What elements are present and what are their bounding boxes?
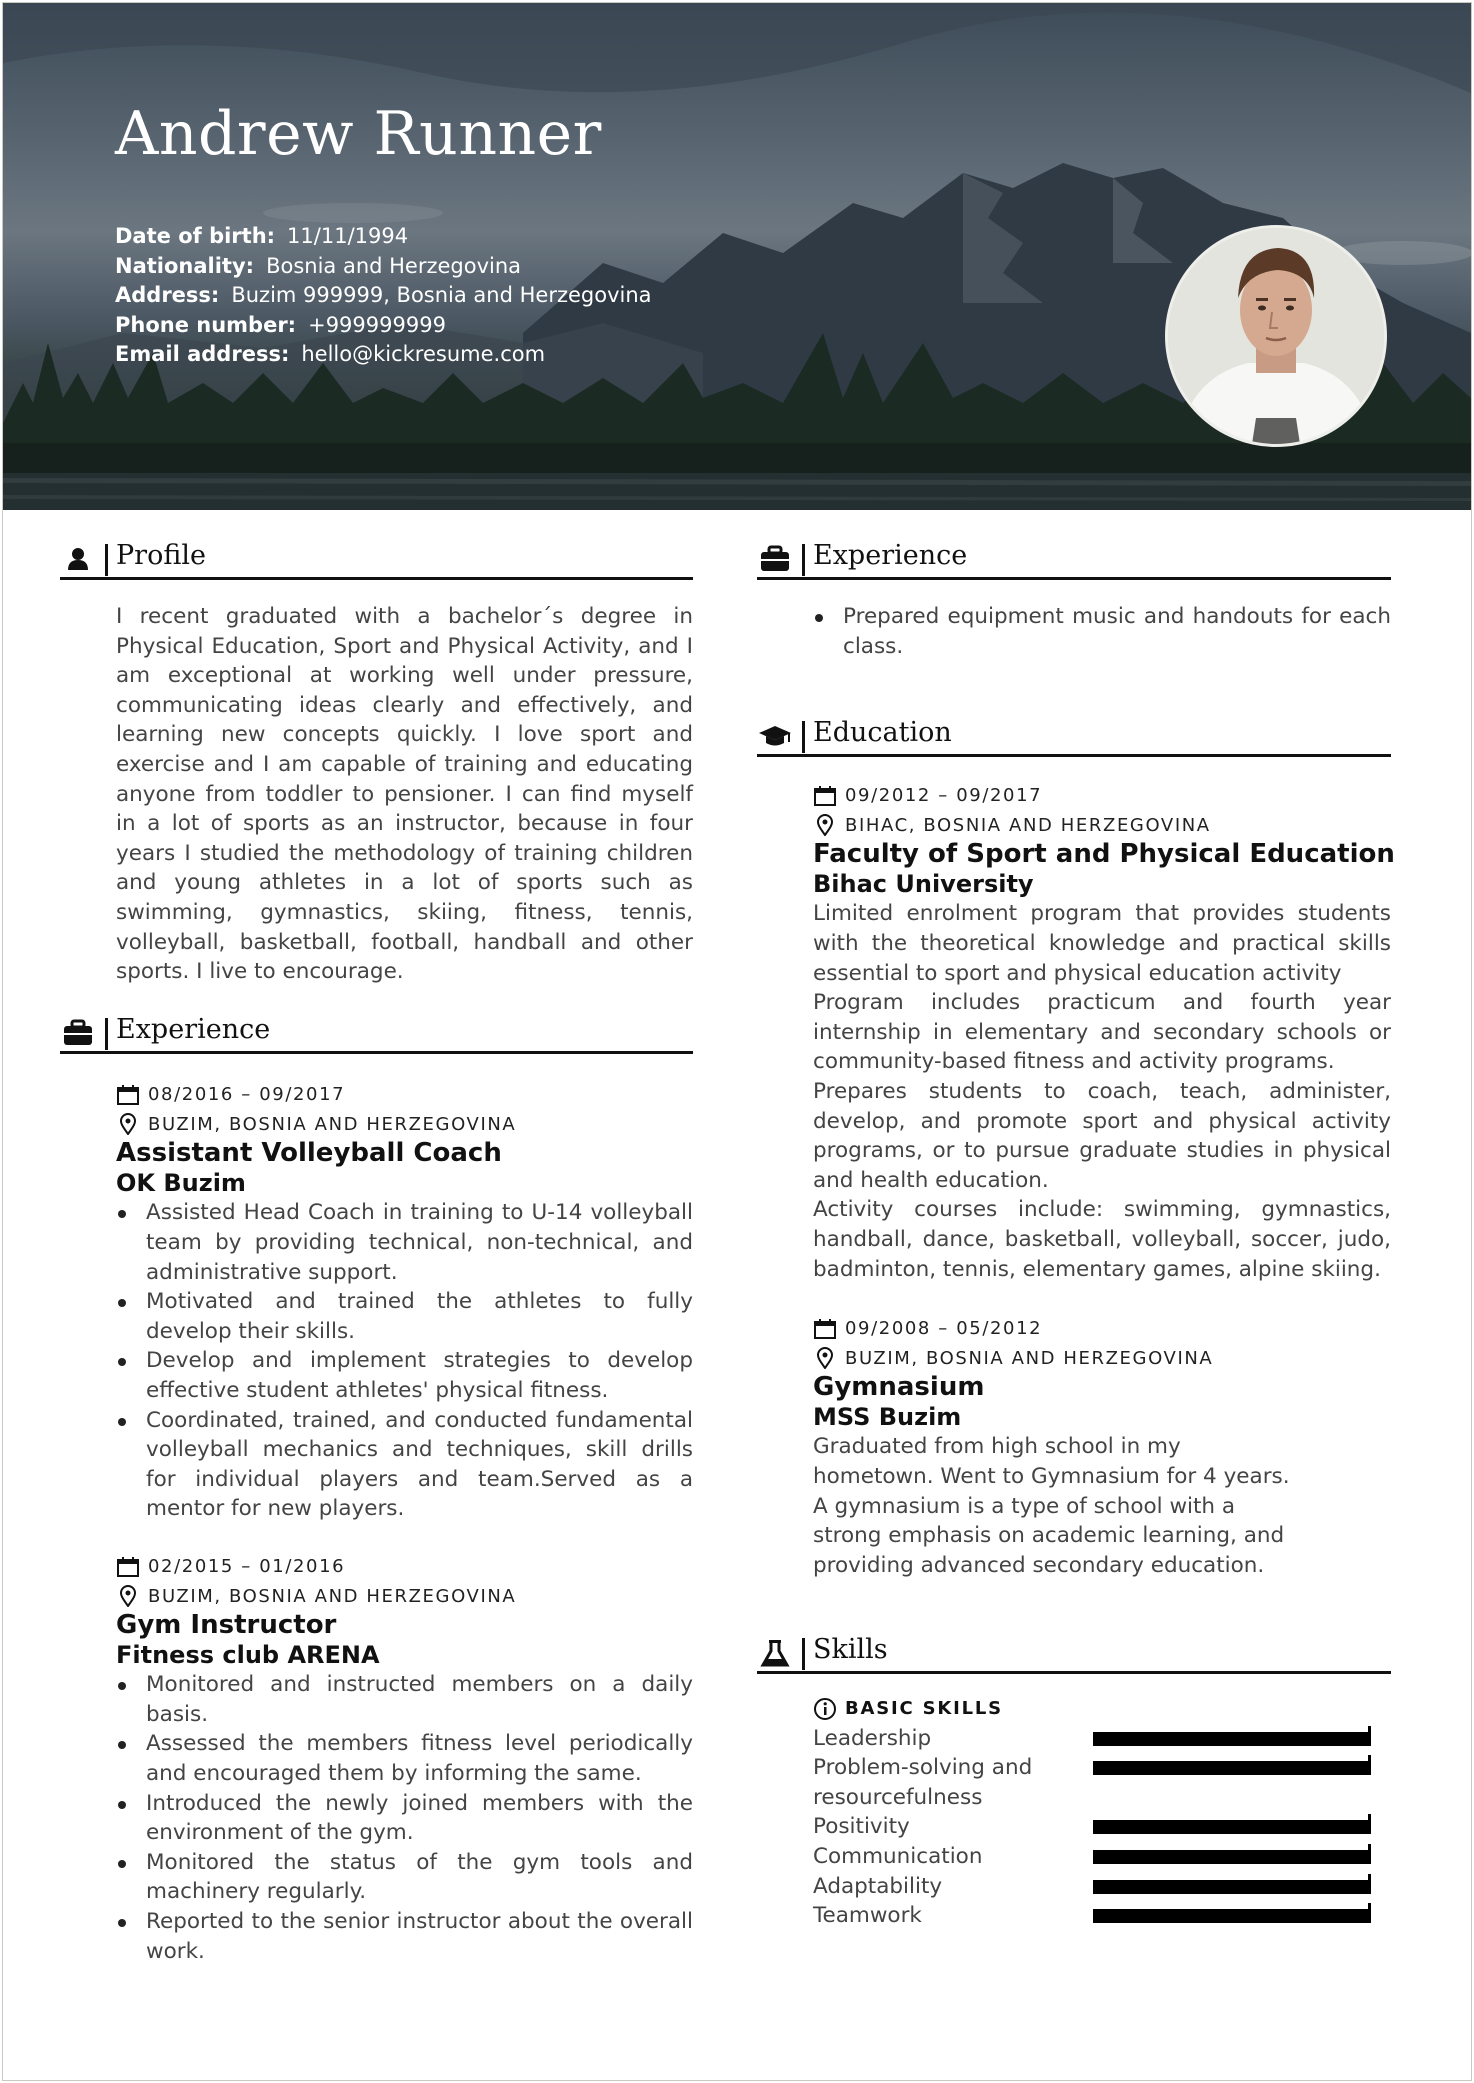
skill-level-bar xyxy=(1093,1909,1371,1923)
detail-label: Email address: xyxy=(115,342,290,367)
job-location xyxy=(116,1110,693,1140)
job-company: OK Buzim xyxy=(116,1168,246,1197)
education-entry xyxy=(813,1314,1391,1580)
section-title: Profile xyxy=(116,540,206,571)
job-company: Fitness club ARENA xyxy=(116,1640,380,1669)
person-icon xyxy=(60,544,96,574)
location-text: BIHAC, BOSNIA AND HERZEGOVINA xyxy=(845,814,1211,836)
job-bullets xyxy=(116,1670,693,1966)
skills-section xyxy=(757,1632,1391,1931)
degree-title: Gymnasium xyxy=(813,1372,985,1403)
list-item: Motivated and trained the athletes to fully develop their skills. xyxy=(116,1287,693,1346)
section-heading xyxy=(60,1012,693,1054)
skill-level-bar xyxy=(1093,1761,1371,1775)
detail-value: Bosnia and Herzegovina xyxy=(266,253,522,278)
skill-name: Adaptability xyxy=(813,1873,943,1899)
detail-label: Address: xyxy=(115,283,220,308)
list-item: Develop and implement strategies to develop effective student athletes' physical fitness. xyxy=(116,1346,693,1405)
section-title: Experience xyxy=(116,1014,271,1045)
left-column xyxy=(60,538,693,1964)
profile-text: I recent graduated with a bachelor´s degree in Physical Education, Sport and Physical Activity, and I am exceptional at working well under pressure, communicating ideas clearly and effectively, and learning new concepts quickly. I love sport and exercise and I am capable of training and educating anyone from toddler to pensioner. I can find myself in a lot of sports as an instructor, because in four years I studied the methodology of training children and young athletes in a lot of sports such as swimming, gymnastics, skiing, fitness, tennis, volleyball, basketball, football, handball and other sports. I live to encourage. xyxy=(116,604,693,985)
section-heading xyxy=(757,715,1391,757)
list-item: Monitored the status of the gym tools and machinery regularly. xyxy=(116,1848,693,1907)
job-entry xyxy=(116,1080,693,1524)
section-title: Skills xyxy=(813,1634,888,1665)
education-dates xyxy=(813,1314,1391,1344)
calendar-icon xyxy=(813,1318,837,1340)
dates-text: 02/2015 – 01/2016 xyxy=(148,1555,346,1577)
education-dates xyxy=(813,781,1391,811)
skill-level-bar xyxy=(1093,1820,1371,1834)
personal-details xyxy=(115,222,652,370)
section-title: Experience xyxy=(813,540,968,571)
location-pin-icon xyxy=(116,1585,140,1607)
list-item: Assisted Head Coach in training to U-14 volleyball team by providing technical, non-technical, and administrative support. xyxy=(116,1198,693,1287)
flask-icon xyxy=(757,1638,793,1668)
education-paragraph: Prepares students to coach, teach, administer, develop, and promote sport and physical activity programs, or to pursue graduate studies in physical and health education. xyxy=(813,1078,1391,1193)
skill-level-bar xyxy=(1093,1850,1371,1864)
location-pin-icon xyxy=(813,814,837,836)
briefcase-icon xyxy=(757,544,793,574)
education-location xyxy=(813,811,1391,841)
location-pin-icon xyxy=(116,1113,140,1135)
graduation-cap-icon xyxy=(757,721,793,751)
school-name: Bihac University xyxy=(813,869,1034,898)
dates-text: 08/2016 – 09/2017 xyxy=(148,1084,346,1105)
education-paragraph: A gymnasium is a type of school with a strong emphasis on academic learning, and providing advanced secondary education. xyxy=(813,1493,1285,1578)
detail-row xyxy=(115,222,652,252)
job-title: Gym Instructor xyxy=(116,1610,337,1641)
detail-label: Phone number: xyxy=(115,312,297,337)
skill-row xyxy=(813,1842,1391,1872)
skills-list xyxy=(813,1694,1391,1931)
education-paragraph: Graduated from high school in my hometown. Went to Gymnasium for 4 years. xyxy=(813,1434,1290,1490)
skill-name: Problem-solving and resourcefulness xyxy=(813,1755,1033,1810)
profile-section xyxy=(60,538,693,987)
job-location xyxy=(116,1582,693,1612)
experience-section xyxy=(60,1012,693,1966)
detail-row xyxy=(115,281,652,311)
detail-value: hello@kickresume.com xyxy=(301,342,546,367)
detail-label: Nationality: xyxy=(115,253,255,278)
calendar-icon xyxy=(116,1556,140,1578)
job-entry xyxy=(116,1552,693,1966)
right-column xyxy=(757,538,1395,1929)
section-heading xyxy=(60,538,693,580)
education-paragraph: Activity courses include: swimming, gymnastics, handball, dance, basketball, volleyball, soccer, judo, badminton, tennis, elementary games, alpine skiing. xyxy=(813,1197,1391,1282)
skill-row xyxy=(813,1724,1391,1754)
list-item: Reported to the senior instructor about the overall work. xyxy=(116,1907,693,1966)
calendar-icon xyxy=(813,785,837,807)
briefcase-icon xyxy=(60,1018,96,1048)
skill-row xyxy=(813,1753,1391,1812)
list-item: Introduced the newly joined members with the environment of the gym. xyxy=(116,1789,693,1848)
skill-name: Leadership xyxy=(813,1725,932,1751)
detail-value: Buzim 999999, Bosnia and Herzegovina xyxy=(231,283,652,308)
job-dates xyxy=(116,1080,693,1110)
skill-level-bar xyxy=(1093,1880,1371,1894)
section-title: Education xyxy=(813,717,952,748)
skills-subheading-text: BASIC SKILLS xyxy=(845,1698,1003,1719)
list-item: Prepared equipment music and handouts for each class. xyxy=(813,602,1391,661)
education-paragraph: Limited enrolment program that provides students with the theoretical knowledge and practical skills essential to sport and physical education activity xyxy=(813,901,1391,986)
candidate-name: Andrew Runner xyxy=(115,99,602,169)
location-pin-icon xyxy=(813,1347,837,1369)
header-banner xyxy=(3,3,1471,510)
education-location xyxy=(813,1344,1391,1374)
skill-name: Teamwork xyxy=(813,1903,922,1929)
skill-level-bar xyxy=(1093,1732,1371,1746)
location-text: BUZIM, BOSNIA AND HERZEGOVINA xyxy=(845,1347,1214,1369)
list-item: Coordinated, trained, and conducted fundamental volleyball mechanics and techniques, skill drills for individual players and team.Served as a mentor for new players. xyxy=(116,1406,693,1524)
detail-row xyxy=(115,340,652,370)
skill-name: Communication xyxy=(813,1843,983,1869)
degree-title: Faculty of Sport and Physical Education xyxy=(813,839,1395,870)
job-bullets xyxy=(813,602,1391,661)
location-text: BUZIM, BOSNIA AND HERZEGOVINA xyxy=(148,1585,517,1607)
detail-label: Date of birth: xyxy=(115,224,276,248)
school-name: MSS Buzim xyxy=(813,1402,962,1431)
resume-page xyxy=(2,2,1472,2081)
info-icon xyxy=(813,1697,837,1721)
list-item: Monitored and instructed members on a daily basis. xyxy=(116,1670,693,1729)
skill-name: Positivity xyxy=(813,1814,910,1840)
dates-text: 09/2008 – 05/2012 xyxy=(845,1318,1043,1340)
detail-value: +999999999 xyxy=(308,312,446,337)
list-item: Assessed the members fitness level periodically and encouraged them by informing the same. xyxy=(116,1729,693,1788)
profile-photo xyxy=(1165,225,1387,447)
job-bullets xyxy=(116,1198,693,1524)
section-heading xyxy=(757,538,1391,580)
calendar-icon xyxy=(116,1084,140,1106)
experience-continued-section xyxy=(757,538,1391,661)
dates-text: 09/2012 – 09/2017 xyxy=(845,785,1043,806)
education-section xyxy=(757,715,1395,1580)
skill-row xyxy=(813,1901,1391,1931)
detail-value: 11/11/1994 xyxy=(287,224,409,248)
skill-row xyxy=(813,1812,1391,1842)
education-entry xyxy=(813,781,1395,1284)
education-paragraph: Program includes practicum and fourth year internship in elementary and secondary schools or community-based fitness and activity programs. xyxy=(813,990,1391,1075)
detail-row xyxy=(115,311,652,341)
detail-row xyxy=(115,252,652,282)
location-text: BUZIM, BOSNIA AND HERZEGOVINA xyxy=(148,1113,517,1135)
section-heading xyxy=(757,1632,1391,1674)
skills-subheading xyxy=(813,1694,1391,1724)
skill-row xyxy=(813,1872,1391,1902)
job-title: Assistant Volleyball Coach xyxy=(116,1138,502,1169)
job-dates xyxy=(116,1552,693,1582)
